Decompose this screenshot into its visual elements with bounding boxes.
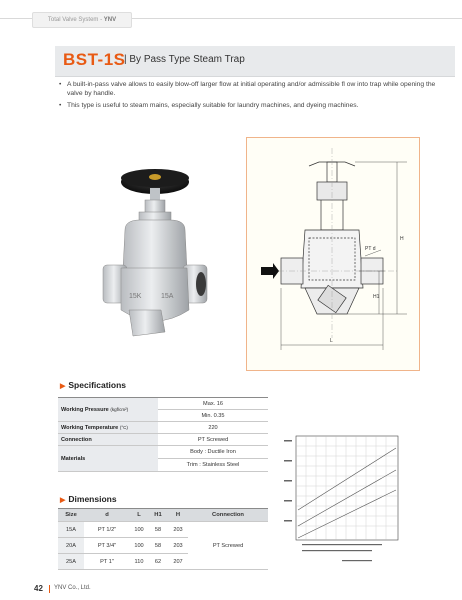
spec-label: Working Pressure (kgf/cm²) (58, 398, 158, 422)
column-header: Connection (188, 509, 268, 522)
body-mark-right: 15A (161, 293, 174, 300)
connection-cell: PT Screwed (188, 522, 268, 570)
feature-item: • A built-in-pass valve allows to easily blow-off larger flow at initial operating and/or admissible fl ow into trap while opening the valve by handle. (58, 80, 448, 99)
column-header: Size (58, 509, 84, 522)
triangle-icon: ▶ (60, 497, 66, 504)
spec-label: Working Temperature (°C) (58, 422, 158, 434)
spec-label: Materials (58, 446, 158, 472)
spec-value: 220 (158, 422, 268, 434)
feature-list (58, 80, 448, 112)
feature-item: • This type is useful to steam mains, especially suitable for laundry machines, and dyeing machines. (58, 101, 448, 110)
table-row: 25A PT 1" 110 62 207 (58, 554, 268, 570)
body-mark-left: 15K (129, 293, 142, 300)
column-header: H1 (148, 509, 168, 522)
dimensions-heading: ▶ Dimensions (60, 494, 117, 504)
specifications-heading: ▶ Specifications (60, 380, 127, 390)
section-tag: Total Valve System - YNV (32, 12, 132, 28)
triangle-icon: ▶ (60, 383, 66, 390)
column-header: H (168, 509, 188, 522)
h1-label: H1 (373, 294, 380, 300)
l-label: L (330, 338, 333, 344)
table-row: 15A PT 1/2" 100 58 203 PT Screwed (58, 522, 268, 538)
product-photo (95, 160, 213, 360)
product-name: | By Pass Type Steam Trap (124, 54, 245, 65)
technical-drawing-frame (246, 137, 420, 371)
table-row: 20A PT 3/4" 100 58 203 (58, 538, 268, 554)
specifications-table (58, 397, 268, 472)
column-header: L (130, 509, 148, 522)
dimensions-table (58, 508, 268, 570)
company-name: YNV Co., Ltd. (54, 585, 91, 591)
flow-arrow (261, 263, 279, 279)
spec-value: Min. 0.35 (158, 410, 268, 422)
h-label: H (400, 236, 404, 242)
capacity-chart (282, 430, 414, 570)
spec-value: PT Screwed (158, 434, 268, 446)
spec-value: Trim : Stainless Steel (158, 459, 268, 472)
spec-value: Body : Ductile Iron (158, 446, 268, 459)
product-code: BST-1S (63, 50, 126, 69)
pt-label: PT d (365, 246, 376, 252)
title-bar (55, 46, 455, 77)
spec-value: Max. 16 (158, 398, 268, 410)
page-number: 42 (34, 584, 43, 593)
technical-drawing (247, 138, 419, 370)
spec-label: Connection (58, 434, 158, 446)
column-header: d (84, 509, 130, 522)
footer-divider (49, 585, 50, 593)
